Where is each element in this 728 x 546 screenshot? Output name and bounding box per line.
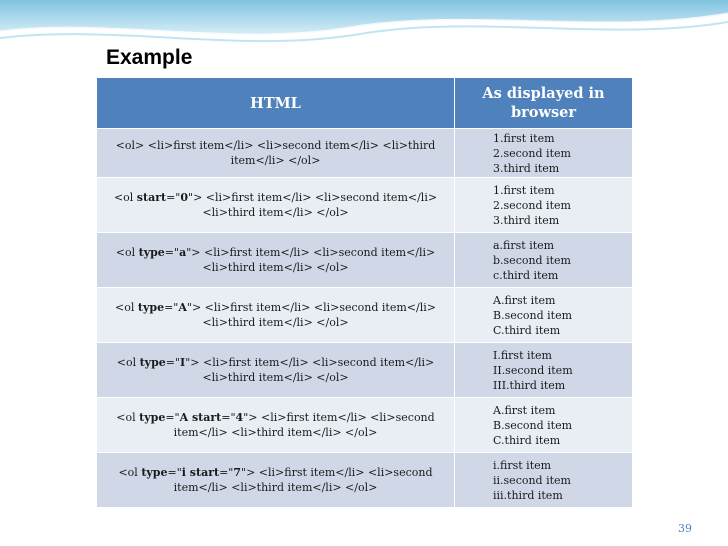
ordered-list-examples-table (96, 77, 633, 508)
code-fragment: type (139, 356, 166, 369)
list-item: III.third item (493, 378, 566, 392)
html-code-cell (97, 233, 455, 288)
browser-display-cell (455, 453, 633, 508)
list-item: 2.second item (493, 198, 571, 212)
code-fragment: I (180, 356, 186, 369)
list-item: B.second item (493, 308, 573, 322)
slide-title: Example (106, 46, 193, 69)
code-fragment: start (188, 411, 222, 424)
page-number: 39 (678, 522, 692, 535)
list-item: 1.first item (493, 183, 555, 197)
code-fragment: =" (167, 466, 182, 479)
html-code-cell (97, 178, 455, 233)
code-fragment: a (179, 246, 187, 259)
code-fragment: type (138, 246, 165, 259)
list-item: I.first item (493, 348, 552, 362)
header-html: HTML (97, 78, 455, 129)
list-item: 1.first item (493, 131, 555, 145)
code-fragment: =" (165, 356, 181, 369)
code-fragment: start (185, 466, 220, 479)
browser-display-cell (455, 288, 633, 343)
list-item: a.first item (493, 238, 555, 252)
list-item: 3.third item (493, 213, 560, 227)
code-fragment: <ol> <li>first item</li> <li>second item</li> <li>third item</li> </ol> (115, 139, 436, 167)
code-fragment: "> <li>first item</li> <li>second item</li> <li>third item</li> </ol> (173, 411, 435, 439)
code-fragment: =" (219, 466, 234, 479)
list-item: 3.third item (493, 161, 560, 175)
code-fragment: "> <li>first item</li> <li>second item</li> <li>third item</li> </ol> (186, 301, 436, 329)
code-fragment: =" (221, 411, 236, 424)
code-fragment: =" (164, 301, 179, 314)
browser-display-cell (455, 178, 633, 233)
code-fragment: 4 (235, 411, 244, 424)
list-item: II.second item (493, 363, 573, 377)
code-fragment: 7 (233, 466, 242, 479)
header-displayed: As displayed in browser (455, 78, 633, 129)
table-row (97, 178, 633, 233)
code-fragment: "> <li>first item</li> <li>second item</li> <li>third item</li> </ol> (188, 191, 438, 219)
html-code-cell (97, 288, 455, 343)
table-row (97, 129, 633, 178)
list-item: c.third item (493, 268, 559, 282)
browser-display-cell (455, 233, 633, 288)
html-code-cell (97, 398, 455, 453)
code-fragment: <ol (115, 301, 138, 314)
code-fragment: <ol (115, 246, 139, 259)
code-fragment: type (139, 411, 166, 424)
table-row (97, 398, 633, 453)
code-fragment: "> <li>first item</li> <li>second item</li> <li>third item</li> </ol> (185, 356, 435, 384)
html-code-cell (97, 453, 455, 508)
table-row (97, 233, 633, 288)
code-fragment: A (178, 301, 187, 314)
list-item: i.first item (493, 458, 552, 472)
code-fragment: =" (164, 246, 180, 259)
browser-display-cell (455, 343, 633, 398)
code-fragment: <ol (116, 411, 140, 424)
table-header-row (97, 78, 633, 129)
list-item: iii.third item (493, 488, 563, 502)
code-fragment: =" (166, 191, 181, 204)
code-fragment: i (181, 466, 186, 479)
code-fragment: "> <li>first item</li> <li>second item</li> <li>third item</li> </ol> (186, 246, 436, 274)
list-item: A.first item (493, 293, 556, 307)
html-code-cell (97, 129, 455, 178)
list-item: ii.second item (493, 473, 571, 487)
code-fragment: <ol (116, 356, 140, 369)
table-row (97, 343, 633, 398)
decorative-wave-banner (0, 0, 728, 50)
code-fragment: 0 (180, 191, 189, 204)
list-item: C.third item (493, 323, 561, 337)
list-item: A.first item (493, 403, 556, 417)
table-row (97, 453, 633, 508)
list-item: 2.second item (493, 146, 571, 160)
list-item: C.third item (493, 433, 561, 447)
code-fragment: start (136, 191, 167, 204)
code-fragment: <ol (113, 191, 137, 204)
code-fragment: <ol (118, 466, 142, 479)
code-fragment: "> <li>first item</li> <li>second item</li> <li>third item</li> </ol> (173, 466, 433, 494)
html-code-cell (97, 343, 455, 398)
code-fragment: =" (165, 411, 180, 424)
browser-display-cell (455, 398, 633, 453)
code-fragment: type (141, 466, 168, 479)
code-fragment: A (179, 411, 189, 424)
code-fragment: type (137, 301, 165, 314)
browser-display-cell (455, 129, 633, 178)
list-item: b.second item (493, 253, 571, 267)
table-row (97, 288, 633, 343)
list-item: B.second item (493, 418, 573, 432)
